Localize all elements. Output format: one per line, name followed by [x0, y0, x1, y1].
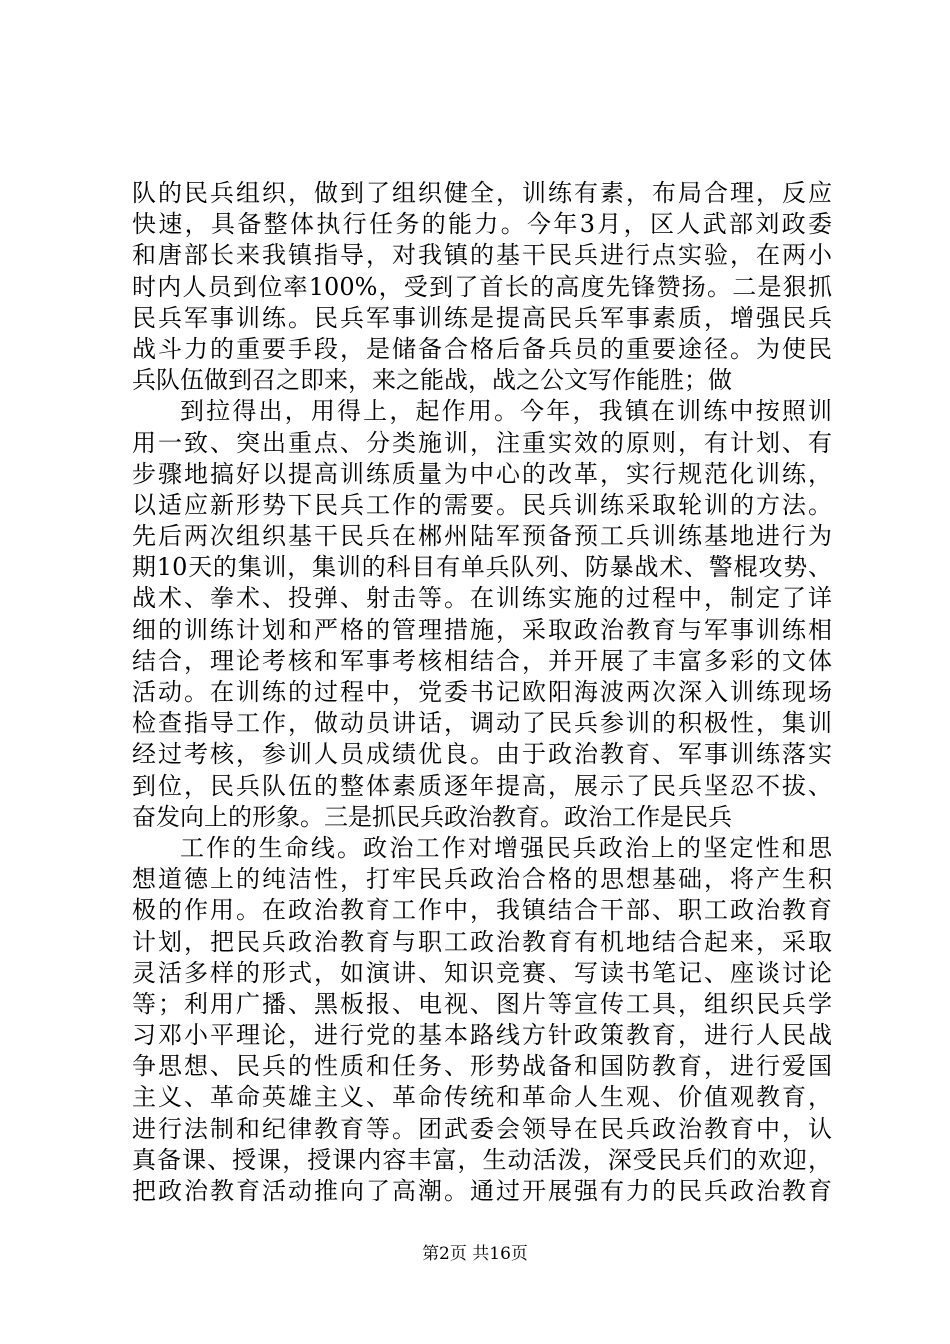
text-line: 时内人员到位率100%，受到了首长的高度先锋赞扬。二是狠抓	[132, 272, 832, 301]
text-line: 争思想、民兵的性质和任务、形势战备和国防教育，进行爱国	[132, 1052, 832, 1081]
text-line-indented: 到拉得出，用得上，起作用。今年，我镇在训练中按照训	[180, 397, 832, 426]
text-line: 习邓小平理论，进行党的基本路线方针政策教育，进行人民战	[132, 1021, 832, 1050]
text-line: 队的民兵组织，做到了组织健全，训练有素，布局合理，反应	[132, 179, 832, 207]
text-line: 结合，理论考核和军事考核相结合，并开展了丰富多彩的文体	[132, 646, 832, 675]
text-line: 期10天的集训，集训的科目有单兵队列、防暴战术、警棍攻势、	[132, 553, 832, 582]
text-line: 步骤地搞好以提高训练质量为中心的改革，实行规范化训练，	[132, 459, 832, 488]
text-line: 兵队伍做到召之即来，来之能战，战之公文写作能胜；做	[132, 366, 732, 395]
text-line: 主义、革命英雄主义、革命传统和革命人生观、价值观教育，	[132, 1083, 832, 1112]
text-line: 和唐部长来我镇指导，对我镇的基干民兵进行点实验，在两小	[132, 241, 832, 270]
page-number-label: 第2页 共16页	[422, 1244, 528, 1264]
text-line: 快速，具备整体执行任务的能力。今年3月，区人武部刘政委	[132, 210, 832, 239]
text-line: 进行法制和纪律教育等。团武委会领导在民兵政治教育中，认	[132, 1114, 832, 1143]
text-line: 战术、拳术、投弹、射击等。在训练实施的过程中，制定了详	[132, 584, 832, 613]
text-line: 先后两次组织基干民兵在郴州陆军预备预工兵训练基地进行为	[132, 522, 832, 551]
text-line: 极的作用。在政治教育工作中，我镇结合干部、职工政治教育	[132, 896, 832, 925]
text-line: 用一致、突出重点、分类施训，注重实效的原则，有计划、有	[132, 428, 832, 457]
page-footer	[0, 1243, 950, 1265]
text-line: 到位，民兵队伍的整体素质逐年提高，展示了民兵坚忍不拔、	[132, 771, 832, 800]
text-line: 战斗力的重要手段，是储备合格后备兵员的重要途径。为使民	[132, 334, 832, 363]
text-line: 检查指导工作，做动员讲话，调动了民兵参训的积极性，集训	[132, 709, 832, 738]
text-line: 灵活多样的形式，如演讲、知识竞赛、写读书笔记、座谈讨论	[132, 958, 832, 987]
text-line: 以适应新形势下民兵工作的需要。民兵训练采取轮训的方法。	[132, 490, 832, 519]
text-line: 想道德上的纯洁性，打牢民兵政治合格的思想基础，将产生积	[132, 865, 832, 894]
text-line-indented: 工作的生命线。政治工作对增强民兵政治上的坚定性和思	[180, 833, 832, 862]
text-line: 细的训练计划和严格的管理措施，采取政治教育与军事训练相	[132, 615, 832, 644]
text-line: 民兵军事训练。民兵军事训练是提高民兵军事素质，增强民兵	[132, 303, 832, 332]
text-line: 奋发向上的形象。三是抓民兵政治教育。政治工作是民兵	[132, 802, 732, 831]
text-line: 活动。在训练的过程中，党委书记欧阳海波两次深入训练现场	[132, 678, 832, 706]
text-line: 计划，把民兵政治教育与职工政治教育有机地结合起来，采取	[132, 927, 832, 956]
text-line: 经过考核，参训人员成绩优良。由于政治教育、军事训练落实	[132, 740, 832, 769]
text-line: 把政治教育活动推向了高潮。通过开展强有力的民兵政治教育	[132, 1177, 832, 1205]
text-line: 真备课、授课，授课内容丰富，生动活泼，深受民兵们的欢迎，	[132, 1145, 832, 1174]
body-text	[132, 178, 832, 1207]
text-line: 等；利用广播、黑板报、电视、图片等宣传工具，组织民兵学	[132, 989, 832, 1018]
